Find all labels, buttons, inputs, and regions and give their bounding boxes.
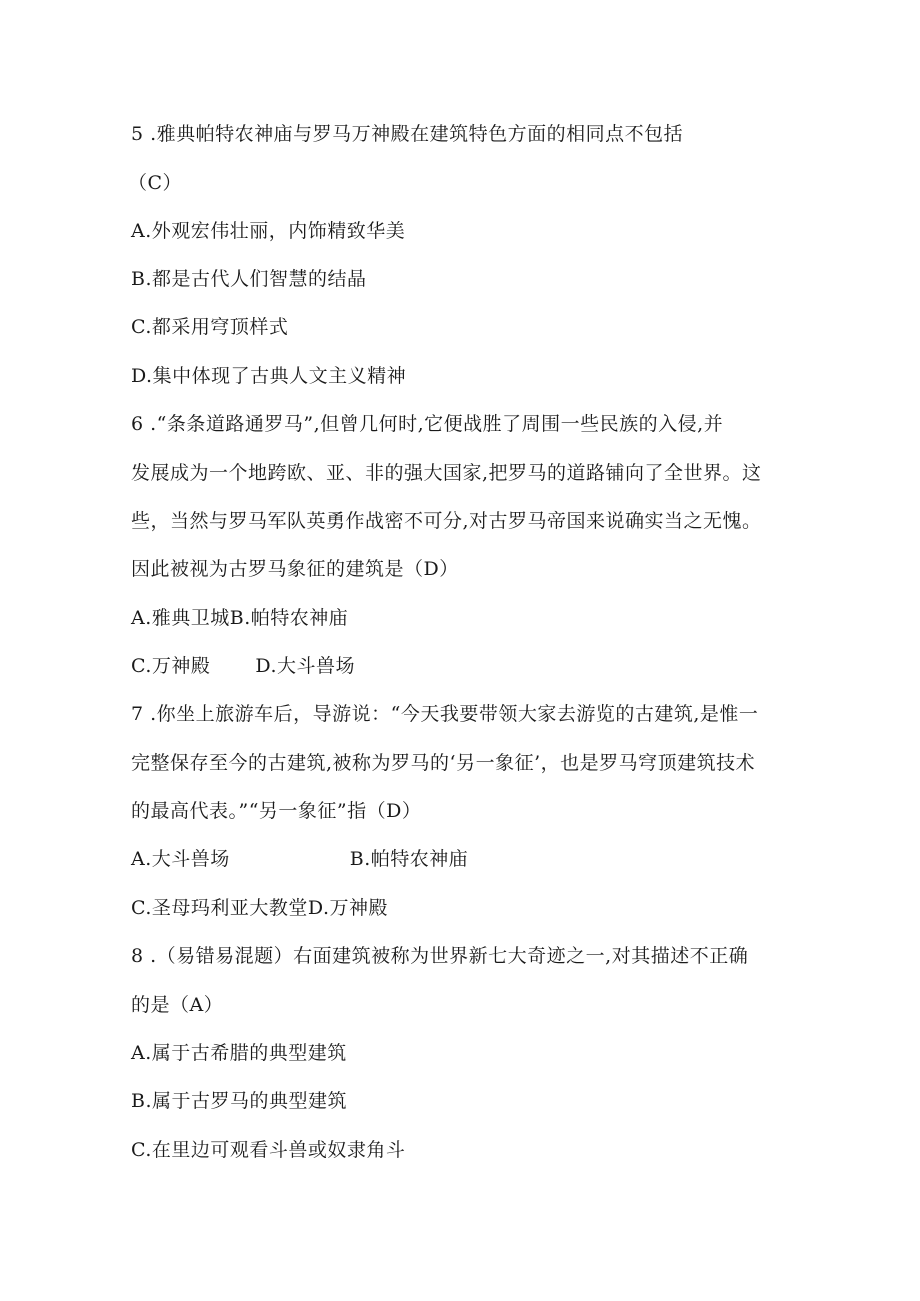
q5-stem-line-2: （C） [128,172,183,194]
q7-option-c: C.圣母玛利亚大教堂 [131,897,308,919]
q6-option-row-2 [131,653,355,679]
q8-stem-line-1: 8 .（易错易混题）右面建筑被称为世界新七大奇迹之一,对其描述不正确 [131,945,749,967]
q8-option-a: A.属于古希腊的典型建筑 [131,1042,347,1064]
q7-option-d: D.万神殿 [307,897,389,919]
q5-option-b: B.都是古代人们智慧的结晶 [131,268,367,290]
q7-option-b: B.帕特农神庙 [349,848,469,870]
q6-stem-line-2: 发展成为一个地跨欧、亚、非的强大国家,把罗马的道路铺向了全世界。这 [131,462,762,484]
q5-option-d: D.集中体现了古典人文主义精神 [131,365,407,387]
q7-stem-line-1: 7 .你坐上旅游车后，导游说：“今天我要带领大家去游览的古建筑,是惟一 [131,703,759,725]
q6-option-a: A.雅典卫城 [131,607,230,629]
q6-option-row-1 [131,605,348,631]
q5-stem-line-1: 5 .雅典帕特农神庙与罗马万神殿在建筑特色方面的相同点不包括 [131,123,684,145]
q8-option-c: C.在里边可观看斗兽或奴隶角斗 [131,1139,406,1161]
q5-option-c: C.都采用穹顶样式 [131,316,289,338]
q6-stem-line-1: 6 .“条条道路通罗马”,但曾几何时,它便战胜了周围一些民族的入侵,并 [131,413,724,435]
q6-option-c: C.万神殿 [131,655,211,677]
q5-option-a: A.外观宏伟壮丽，内饰精致华美 [131,220,406,242]
q7-option-row-2 [131,895,388,921]
q6-stem-line-4: 因此被视为古罗马象征的建筑是（D） [131,558,459,580]
q6-option-d: D.大斗兽场 [255,655,356,677]
q6-stem-line-3: 些，当然与罗马军队英勇作战密不可分,对古罗马帝国来说确实当之无愧。 [131,510,762,532]
q8-option-b: B.属于古罗马的典型建筑 [131,1090,348,1112]
q7-stem-line-3: 的最高代表。”“另一象征”指（D） [131,800,422,822]
q7-stem-line-2: 完整保存至今的古建筑,被称为罗马的‘另一象征’，也是罗马穹顶建筑技术 [131,752,756,774]
q7-option-row-1 [131,846,468,872]
q6-option-b: B.帕特农神庙 [229,607,349,629]
q8-stem-line-2: 的是（A） [131,994,224,1016]
q7-option-a: A.大斗兽场 [131,848,230,870]
